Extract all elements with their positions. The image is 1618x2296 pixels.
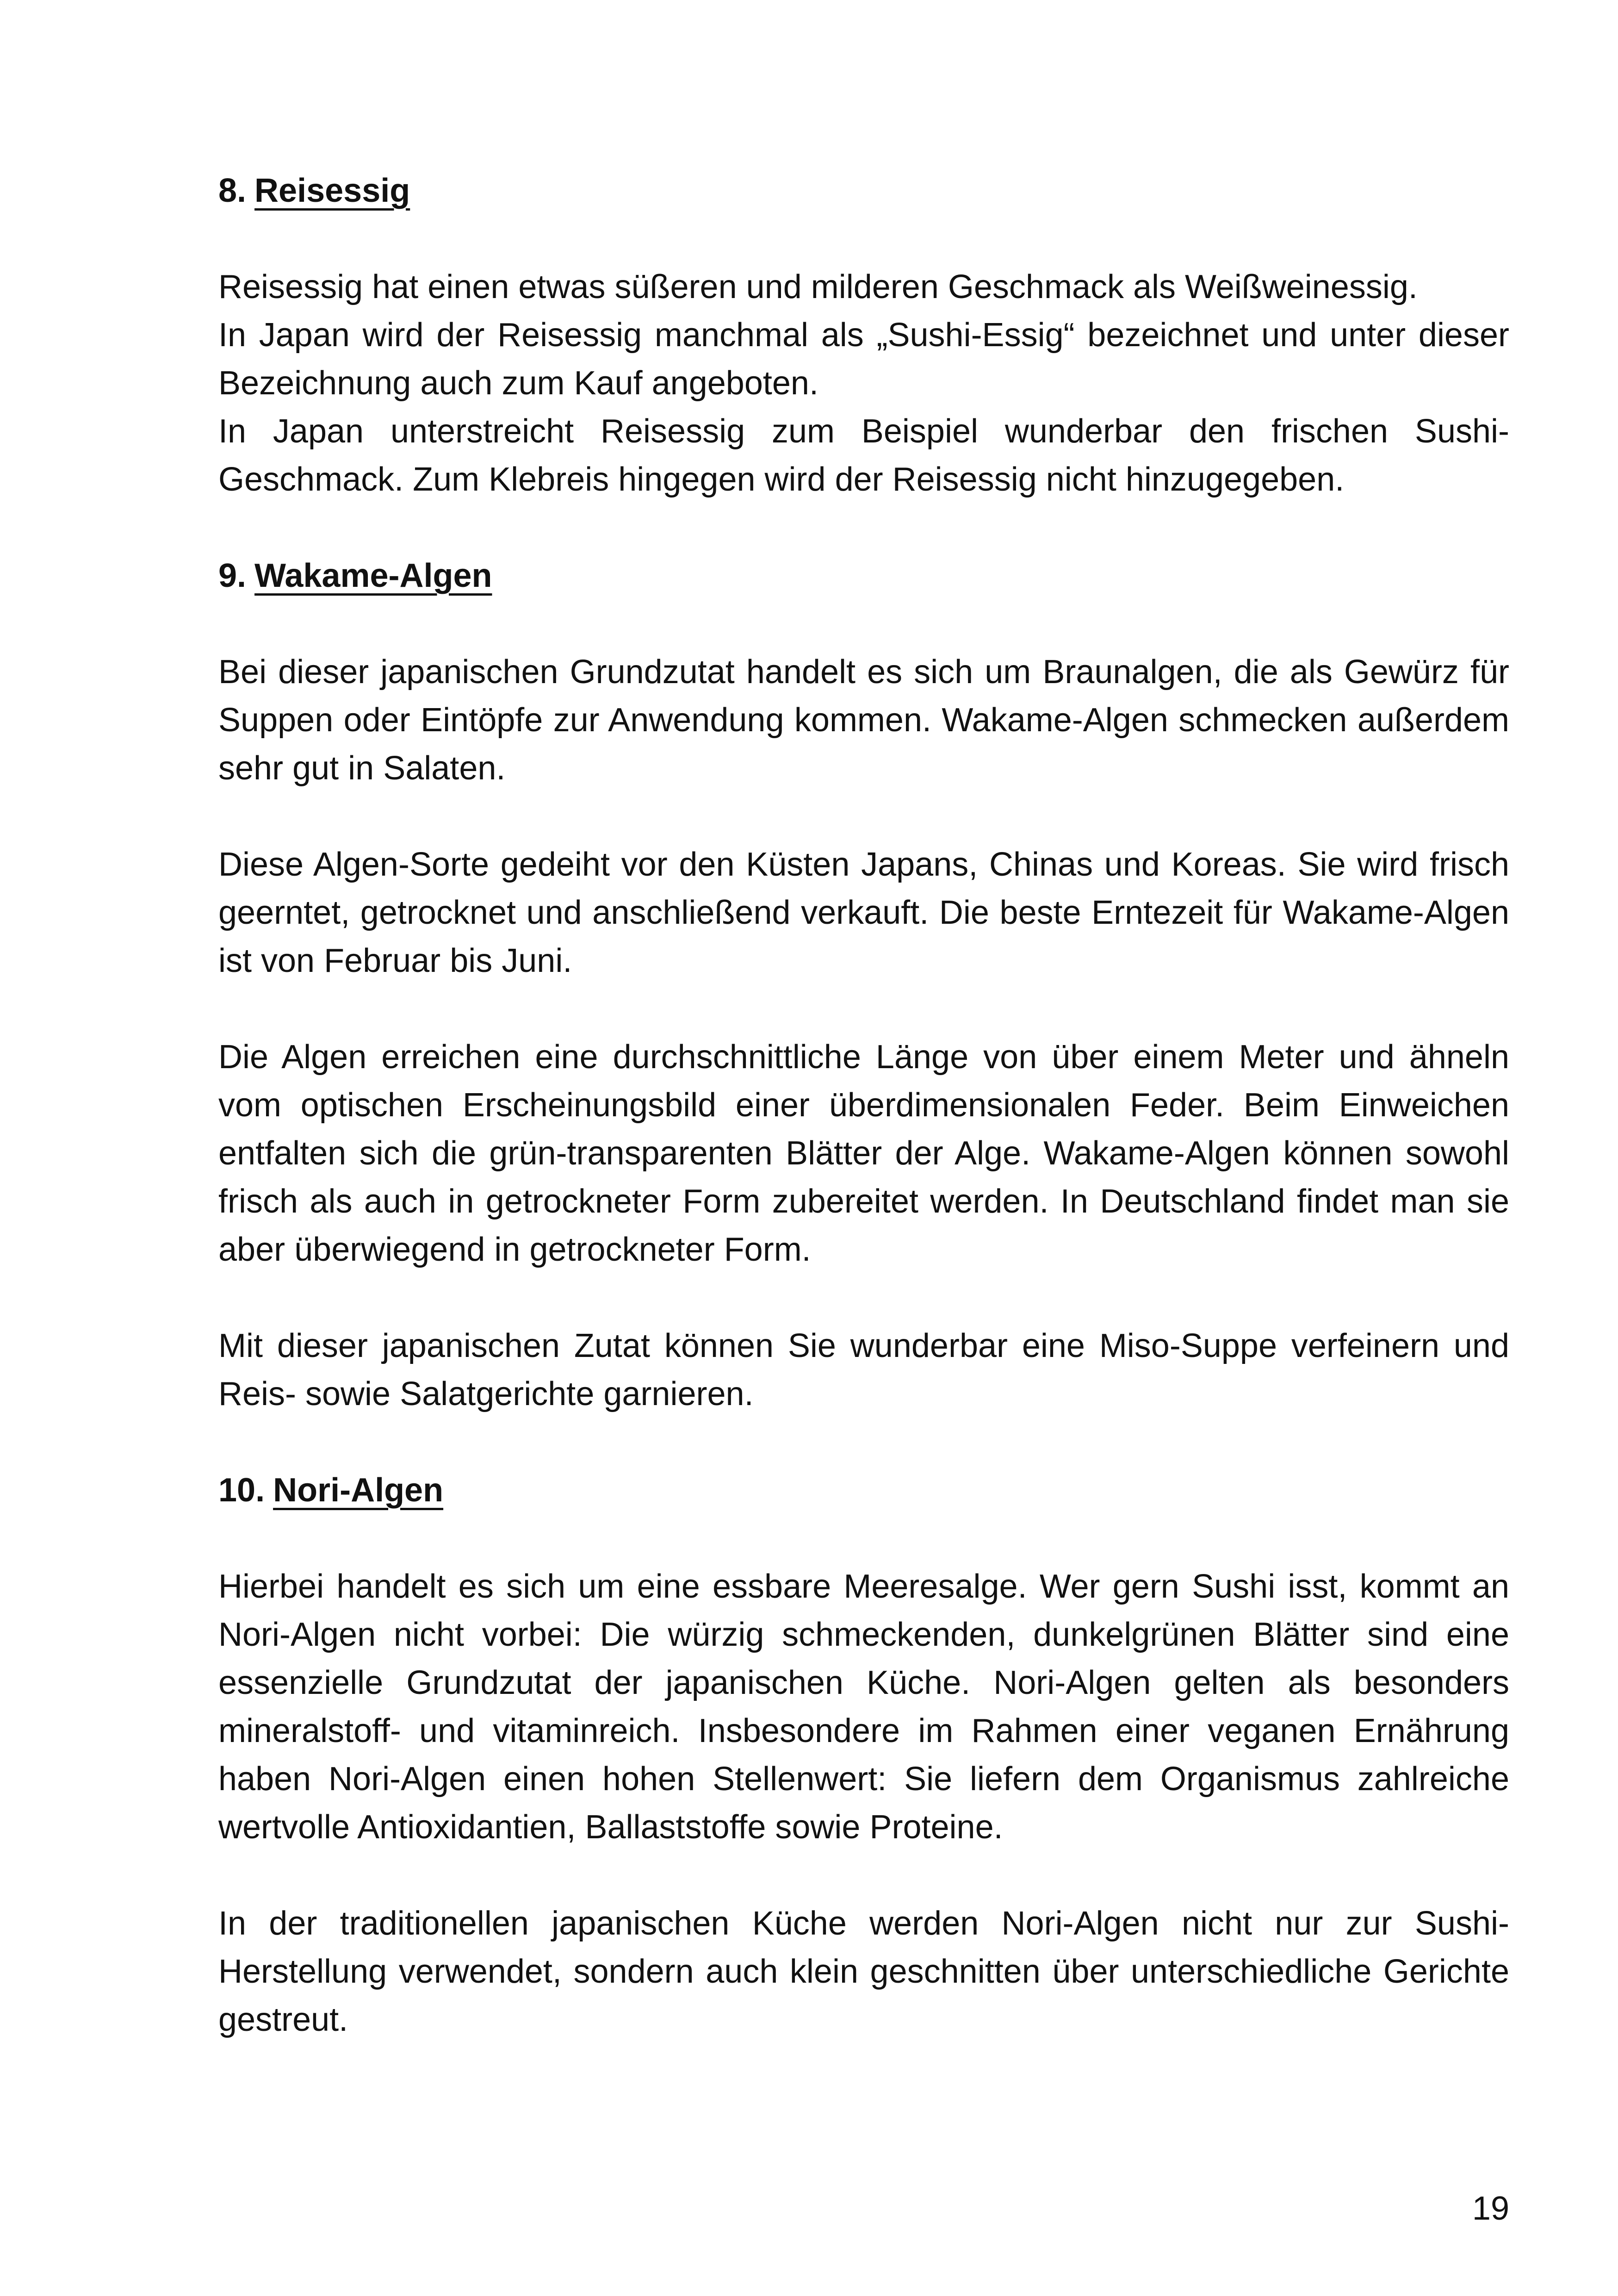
paragraph: Diese Algen-Sorte gedeiht vor den Küsten Japans, Chinas und Koreas. Sie wird frisch geerntet, getrocknet und anschließend verkauft. Die beste Erntezeit für Wakame-Algen ist von Februar bis Juni. [218,846,1509,979]
spacer [218,1514,1509,1562]
paragraph: Mit dieser japanischen Zutat können Sie wunderbar eine Miso-Suppe verfeinern und Reis- sowie Salatgerichte garnieren. [218,1327,1509,1412]
paragraph-line: Reisessig hat einen etwas süßeren und milderen Geschmack als Weißweinessig. [218,268,1418,305]
section-number: 9. [218,557,247,594]
paragraph-line: In Japan wird der Reisessig manchmal als „Sushi-Essig“ bezeichnet und unter dieser Bezeichnung auch zum Kauf angeboten. [218,317,1509,402]
paragraph: Die Algen erreichen eine durchschnittliche Länge von über einem Meter und ähneln vom optischen Erscheinungsbild einer überdimensionalen Feder. Beim Einweichen entfalten sich die grün-transparenten Blätter der Alge. Wakame-Algen können sowohl frisch als auch in getrockneter Form zubereitet werden. In Deutschland findet man sie aber überwiegend in getrockneter Form. [218,1039,1509,1268]
page-number: 19 [1472,2190,1509,2227]
paragraph [218,263,1509,504]
paragraph: Bei dieser japanischen Grundzutat handelt es sich um Braunalgen, die als Gewürz für Suppen oder Eintöpfe zur Anwendung kommen. Wakame-Algen schmecken außerdem sehr gut in Salaten. [218,653,1509,787]
page-body [218,167,1509,2044]
spacer [218,985,1509,1033]
paragraph: In der traditionellen japanischen Küche werden Nori-Algen nicht nur zur Sushi-Herstellung verwendet, sondern auch klein geschnitten über unterschiedliche Gerichte gestreut. [218,1905,1509,2038]
section-title: Wakame-Algen [254,557,492,594]
spacer [218,1418,1509,1466]
spacer [218,792,1509,840]
section-heading-wakame-algen [218,552,1509,600]
paragraph: Hierbei handelt es sich um eine essbare Meeresalge. Wer gern Sushi isst, kommt an Nori-Algen nicht vorbei: Die würzig schmeckenden, dunkelgrünen Blätter sind eine essenzielle Grundzutat der japanischen Küche. Nori-Algen gelten als besonders mineralstoff- und vitaminreich. Insbesondere im Rahmen einer veganen Ernährung haben Nori-Algen einen hohen Stellenwert: Sie liefern dem Organismus zahlreiche wertvolle Antioxidantien, Ballaststoffe sowie Proteine. [218,1568,1509,1846]
spacer [218,600,1509,648]
spacer [218,215,1509,263]
spacer [218,504,1509,552]
section-number: 8. [218,172,247,209]
spacer [218,1851,1509,1899]
spacer [218,1274,1509,1322]
section-heading-nori-algen [218,1466,1509,1514]
section-title: Reisessig [254,172,410,209]
section-heading-reisessig [218,167,1509,215]
section-title: Nori-Algen [273,1472,444,1509]
paragraph-line: In Japan unterstreicht Reisessig zum Beispiel wunderbar den frischen Sushi-Geschmack. Zum Klebreis hingegen wird der Reisessig nicht hinzugegeben. [218,413,1509,498]
section-number: 10. [218,1472,265,1509]
